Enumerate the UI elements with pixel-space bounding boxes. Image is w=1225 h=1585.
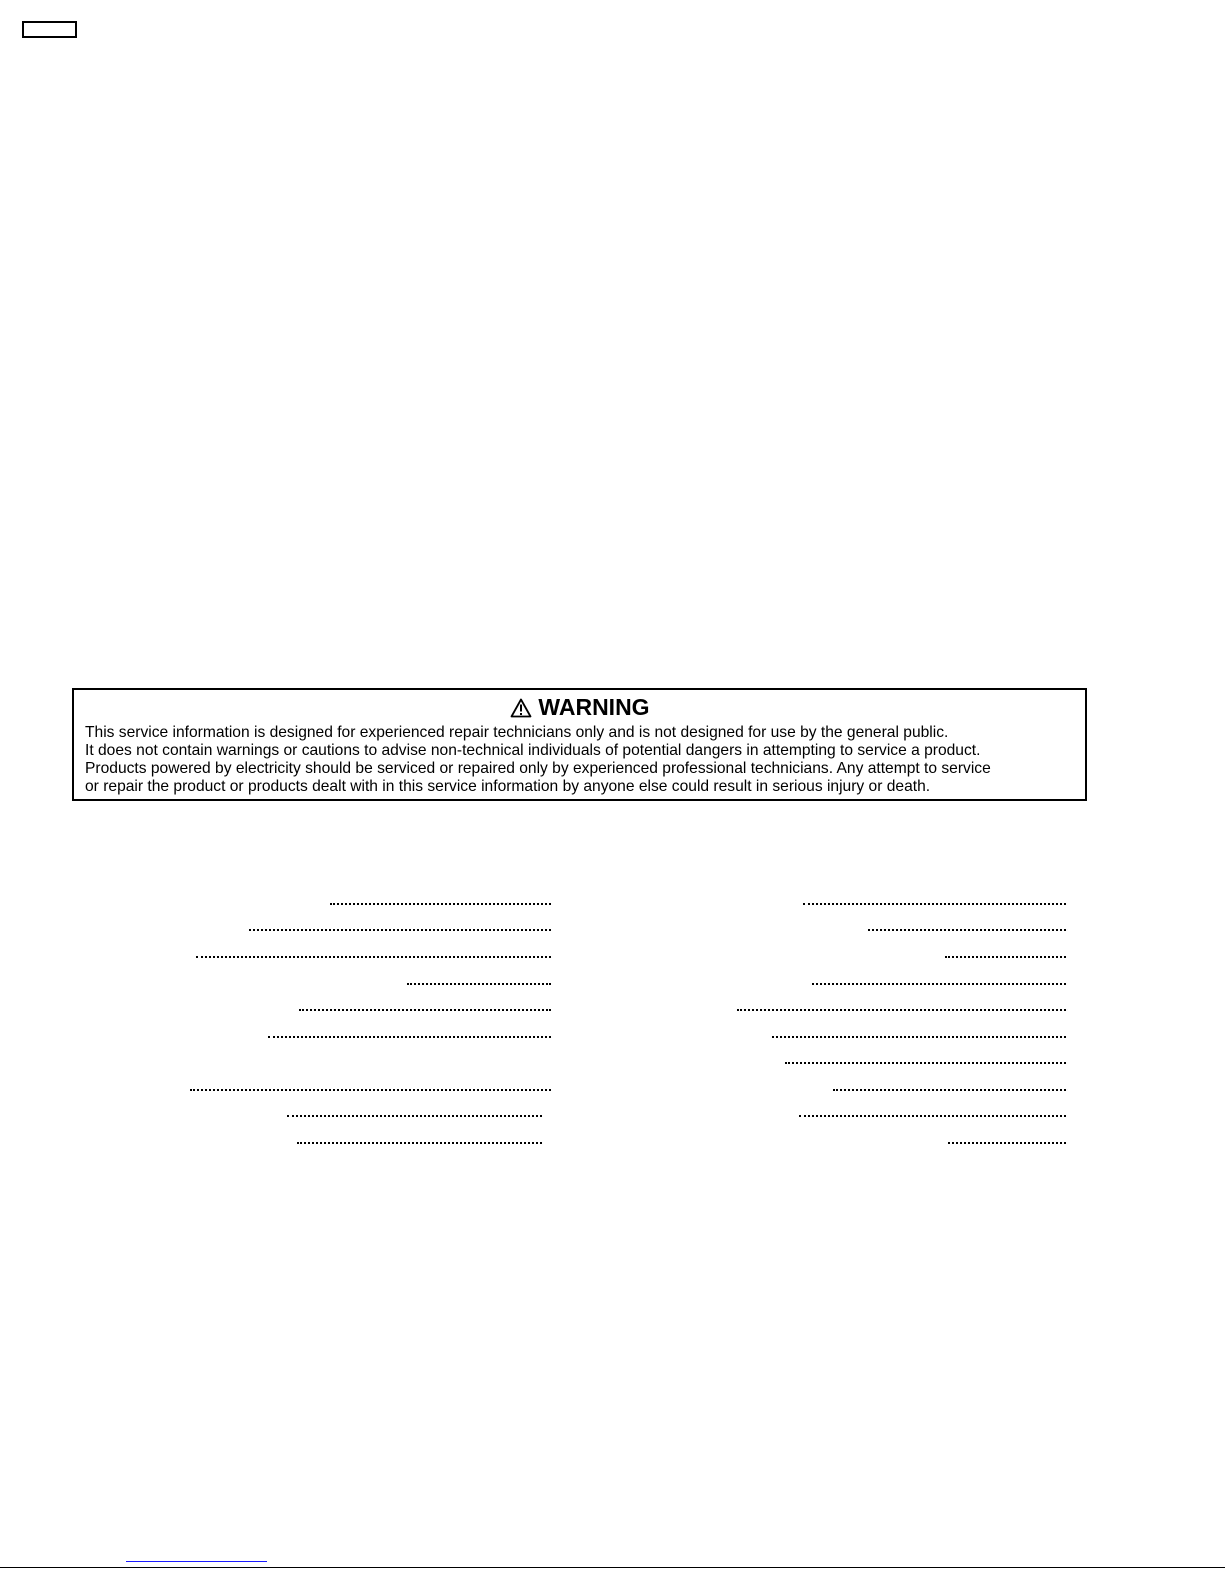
toc-leader [812,983,1066,985]
toc-leader [948,1142,1066,1144]
toc-leader [785,1062,1066,1064]
toc-leader [772,1036,1066,1038]
toc-leader [945,956,1066,958]
warning-title: WARNING [538,694,650,720]
warning-line-4: or repair the product or products dealt with in this service information by anyone else could result in serious injury or death. [85,778,931,795]
toc-leader [407,983,551,985]
toc-leader [868,929,1066,931]
toc-leader [249,929,551,931]
warning-notice [72,688,1087,801]
toc-leader [330,903,551,905]
toc-leader [833,1089,1066,1091]
toc-leader [799,1115,1066,1117]
warning-line-3: Products powered by electricity should be serviced or repaired only by experienced professional technicians. Any attempt to service [85,760,991,777]
toc-leader [196,956,551,958]
toc-leader [190,1089,551,1091]
toc-leader [268,1036,551,1038]
footer-rule [0,1567,1225,1568]
footer-link[interactable] [126,1561,267,1562]
toc-leader [287,1115,542,1117]
toc-leader [737,1009,1066,1011]
warning-heading [85,692,1075,722]
model-number-box [22,21,77,38]
toc-leader [297,1142,542,1144]
warning-line-2: It does not contain warnings or cautions to advise non-technical individuals of potential dangers in attempting to service a product. [85,742,981,759]
warning-line-1: This service information is designed for experienced repair technicians only and is not designed for use by the general public. [85,724,949,741]
warning-triangle-icon [510,698,532,718]
toc-leader [299,1009,551,1011]
toc-leader [803,903,1066,905]
